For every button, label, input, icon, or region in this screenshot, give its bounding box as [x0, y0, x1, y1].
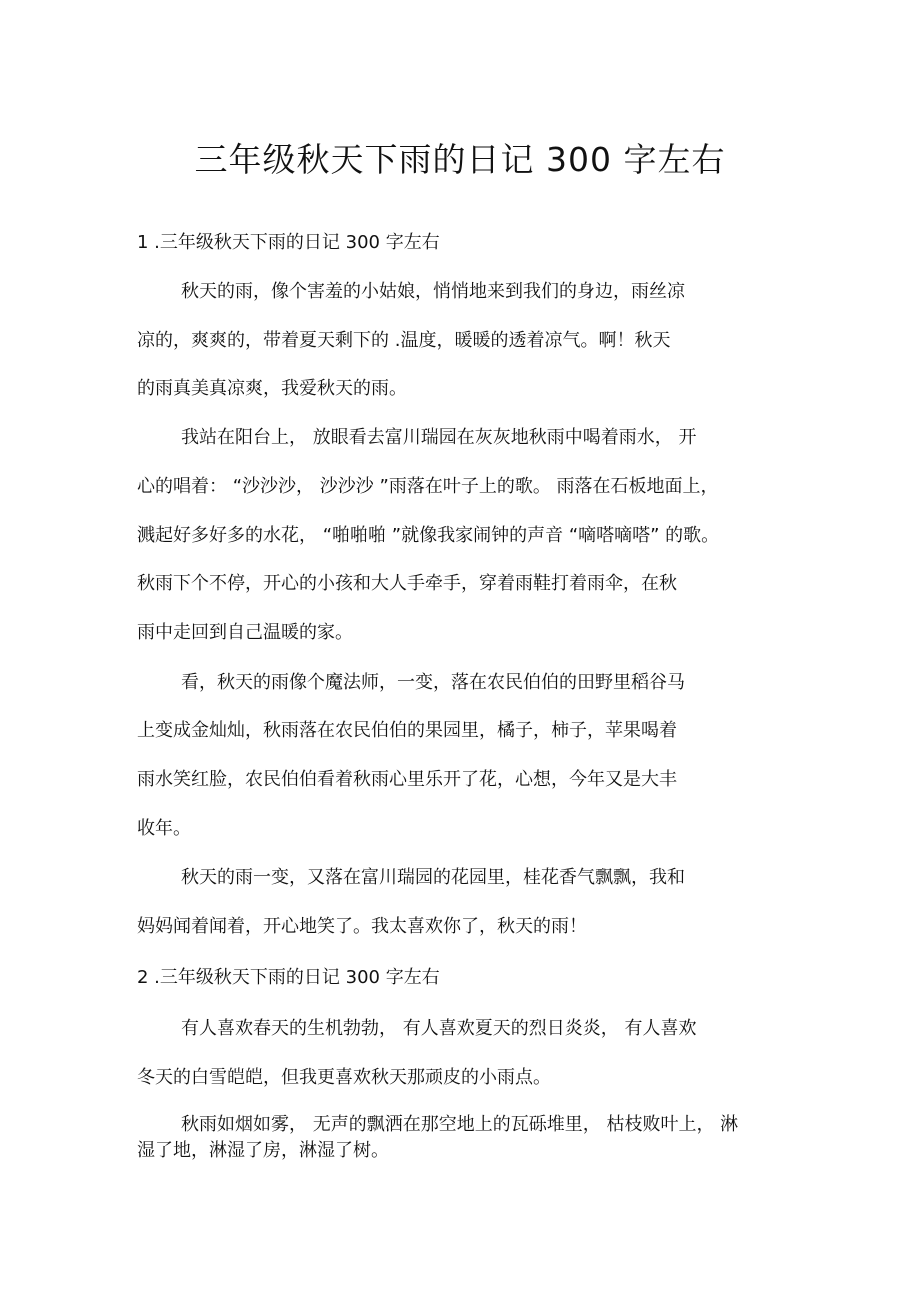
paragraph-line: 我站在阳台上， 放眼看去富川瑞园在灰灰地秋雨中喝着雨水， 开	[181, 427, 697, 448]
paragraph-line: 雨中走回到自己温暖的家。	[137, 622, 353, 643]
paragraph-line: 心的唱着： “沙沙沙， 沙沙沙 ”雨落在叶子上的歌。 雨落在石板地面上，	[137, 476, 719, 497]
paragraph-line: 的雨真美真凉爽，我爱秋天的雨。	[137, 378, 407, 399]
paragraph-line: 湿了地，淋湿了房，淋湿了树。	[137, 1140, 389, 1161]
paragraph-line: 秋雨下个不停，开心的小孩和大人手牵手，穿着雨鞋打着雨伞，在秋	[137, 573, 677, 594]
section-heading: 1 .三年级秋天下雨的日记 300 字左右	[137, 232, 440, 253]
paragraph-line: 看，秋天的雨像个魔法师，一变，落在农民伯伯的田野里稻谷马	[181, 672, 685, 693]
paragraph-line: 秋天的雨一变，又落在富川瑞园的花园里，桂花香气飘飘，我和	[181, 867, 685, 888]
paragraph-line: 上变成金灿灿，秋雨落在农民伯伯的果园里，橘子，柿子，苹果喝着	[137, 720, 677, 741]
paragraph-line: 有人喜欢春天的生机勃勃， 有人喜欢夏天的烈日炎炎， 有人喜欢	[181, 1018, 697, 1039]
document-title: 三年级秋天下雨的日记 300 字左右	[194, 140, 726, 179]
paragraph-line: 凉的，爽爽的，带着夏天剩下的 .温度，暖暖的透着凉气。啊！秋天	[137, 330, 671, 351]
paragraph-line: 雨水笑红脸，农民伯伯看着秋雨心里乐开了花，心想，今年又是大丰	[137, 769, 677, 790]
section-heading: 2 .三年级秋天下雨的日记 300 字左右	[137, 967, 440, 988]
paragraph-line: 秋雨如烟如雾， 无声的飘洒在那空地上的瓦砾堆里， 枯枝败叶上， 淋	[181, 1114, 739, 1135]
paragraph-line: 冬天的白雪皑皑，但我更喜欢秋天那顽皮的小雨点。	[137, 1067, 551, 1088]
paragraph-line: 秋天的雨，像个害羞的小姑娘，悄悄地来到我们的身边，雨丝凉	[181, 281, 685, 302]
paragraph-line: 溅起好多好多的水花， “啪啪啪 ”就像我家闹钟的声音 “嘀嗒嘀嗒” 的歌。	[137, 525, 720, 546]
paragraph-line: 妈妈闻着闻着，开心地笑了。我太喜欢你了，秋天的雨！	[137, 916, 587, 937]
paragraph-line: 收年。	[137, 818, 191, 839]
